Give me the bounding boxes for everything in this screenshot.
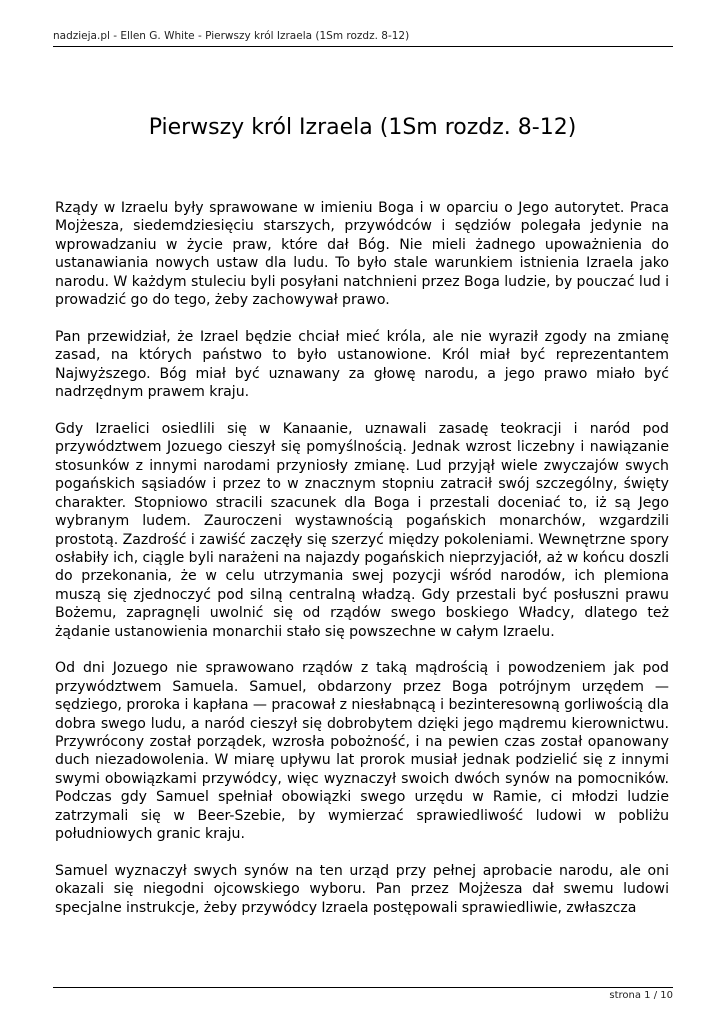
document-body [55,199,669,936]
paragraph: Samuel wyznaczył swych synów na ten urząd przy pełnej aprobacie narodu, ale oni okazali się niegodni ojcowskiego wyboru. Pan przez Mojżesza dał swemu ludowi specjalne instrukcje, żeby przywódcy Izraela postępowali sprawiedliwie, zwłaszcza [55,863,669,916]
paragraph: Pan przewidział, że Izrael będzie chciał mieć króla, ale nie wyraził zgody na zmianę zasad, na których państwo to było ustanowione. Król miał być reprezentantem Najwyższego. Bóg miał być uznawany za głowę narodu, a jego prawo miało być nadrzędnym prawem kraju. [55,328,669,401]
page-header: nadzieja.pl - Ellen G. White - Pierwszy król Izraela (1Sm rozdz. 8-12) [53,30,673,47]
page-title: Pierwszy król Izraela (1Sm rozdz. 8-12) [148,115,577,140]
page-number: strona 1 / 10 [609,990,673,1001]
paragraph: Rządy w Izraelu były sprawowane w imieniu Boga i w oparciu o Jego autorytet. Praca Mojżesza, siedemdziesięciu starszych, przywódców i sędziów polegała jedynie na wprowadzaniu w życie praw, które dał Bóg. Nie mieli żadnego upoważnienia do ustanawiania nowych ustaw dla ludu. To było stale warunkiem istnienia Izraela jako narodu. W każdym stuleciu byli posyłani natchnieni przez Boga ludzie, by pouczać lud i prowadzić go do tego, żeby zachowywał prawo. [55,200,669,309]
footer-divider [53,987,673,988]
paragraph: Od dni Jozuego nie sprawowano rządów z taką mądrością i powodzeniem jak pod przywództwem Samuela. Samuel, obdarzony przez Boga potrójnym urzędem — sędziego, proroka i kapłana — pracował z niesłabnącą i bezinteresowną gorliwością dla dobra swego ludu, a naród cieszył się dobrobytem dzięki jego mądremu kierownictwu. Przywrócony został porządek, wzrosła pobożność, i na pewien czas został opanowany duch niezadowolenia. W miarę upływu lat prorok musiał jednak podzielić się z innymi swymi obowiązkami przywódcy, więc wyznaczył swoich dwóch synów na pomocników. Podczas gdy Samuel spełniał obowiązki swego urzędu w Ramie, ci młodzi ludzie zatrzymali się w Beer-Szebie, by wymierzać sprawiedliwość ludowi w pobliżu południowych granic kraju. [55,660,669,843]
paragraph: Gdy Izraelici osiedlili się w Kanaanie, uznawali zasadę teokracji i naród pod przywództwem Jozuego cieszył się pomyślnością. Jednak wzrost liczebny i nawiązanie stosunków z innymi narodami przyniosły zmianę. Lud przyjął wiele zwyczajów swych pogańskich sąsiadów i przez to w znacznym stopniu zatracił swój szczególny, święty charakter. Stopniowo stracili szacunek dla Boga i przestali doceniać to, iż są Jego wybranym ludem. Zauroczeni wystawnością pogańskich monarchów, wzgardzili prostotą. Zazdrość i zawiść zaczęły się szerzyć między pokoleniami. Wewnętrzne spory osłabiły ich, ciągle byli narażeni na najazdy pogańskich nieprzyjaciół, aż w końcu doszli do przekonania, że w celu utrzymania swej pozycji wśród narodów, ich plemiona muszą się zjednoczyć pod silną centralną władzą. Gdy przestali być posłuszni prawu Bożemu, zapragnęli uwolnić się od rządów swego boskiego Władcy, dlatego też żądanie ustanowienia monarchii stało się powszechne w całym Izraelu. [55,421,669,640]
